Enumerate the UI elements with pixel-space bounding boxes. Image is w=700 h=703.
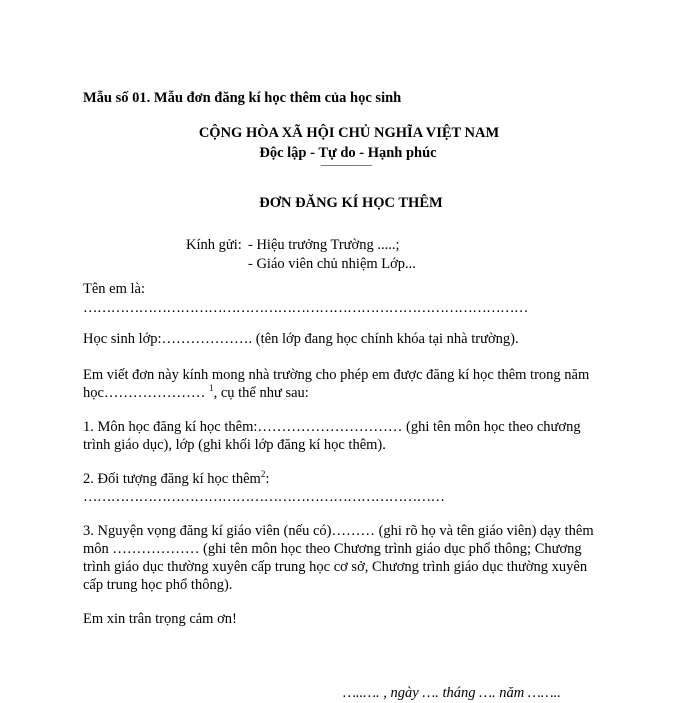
form-label: Mẫu số 01. Mẫu đơn đăng kí học thêm của học sinh (83, 90, 402, 106)
document-title: ĐƠN ĐĂNG KÍ HỌC THÊM (259, 195, 443, 211)
item-3-line-2: môn ……………… (ghi tên môn học theo Chương trình giáo dục phổ thông; Chương (83, 541, 582, 557)
student-name-label: Tên em là: (83, 281, 146, 297)
student-class-line: Học sinh lớp:………………. (tên lớp đang học chính khóa tại nhà trường). (83, 331, 519, 347)
motto-underline: ————— (321, 159, 371, 171)
request-line-2: học………………… $^1$, cụ thể như sau: (83, 383, 309, 401)
date-line: …..…. , ngày …. tháng …. năm …….. (343, 685, 561, 701)
national-motto: Độc lập - Tự do - Hạnh phúc (259, 145, 437, 161)
item-1-line-1: 1. Môn học đăng kí học thêm:………………………… (ghi tên môn học theo chương (83, 419, 581, 435)
recipients-label: Kính gửi: (186, 237, 242, 253)
footnote-2-marker: 2 (260, 469, 266, 480)
item-3-line-3: trình giáo dục thường xuyên cấp trung học cơ sở, Chương trình giáo dục thường xuyên (83, 559, 588, 575)
national-title: CỘNG HÒA XÃ HỘI CHỦ NGHĨA VIỆT NAM (198, 125, 500, 141)
recipient-principal: - Hiệu trưởng Trường .....; (248, 237, 400, 253)
footnote-1-marker: 1 (209, 383, 214, 394)
recipient-homeroom-teacher: - Giáo viên chủ nhiệm Lớp... (248, 256, 416, 272)
item-2-label: 2. Đối tượng đăng kí học thêm$^2$: (83, 469, 270, 487)
item-3-line-4: cấp trung học phổ thông). (83, 577, 233, 593)
closing-thanks: Em xin trân trọng cảm ơn! (83, 611, 237, 627)
item-3-line-1: 3. Nguyện vọng đăng kí giáo viên (nếu có)……… (ghi rõ họ và tên giáo viên) dạy thêm (83, 523, 594, 539)
request-line-1: Em viết đơn này kính mong nhà trường cho phép em được đăng kí học thêm trong năm (83, 367, 590, 383)
student-name-blank: …………………………………………………………………………………… (83, 300, 528, 316)
item-1-line-2: trình giáo dục), lớp (ghi khối lớp đăng kí học thêm). (83, 437, 386, 453)
item-2-blank: …………………………………………………………………… (83, 489, 445, 505)
